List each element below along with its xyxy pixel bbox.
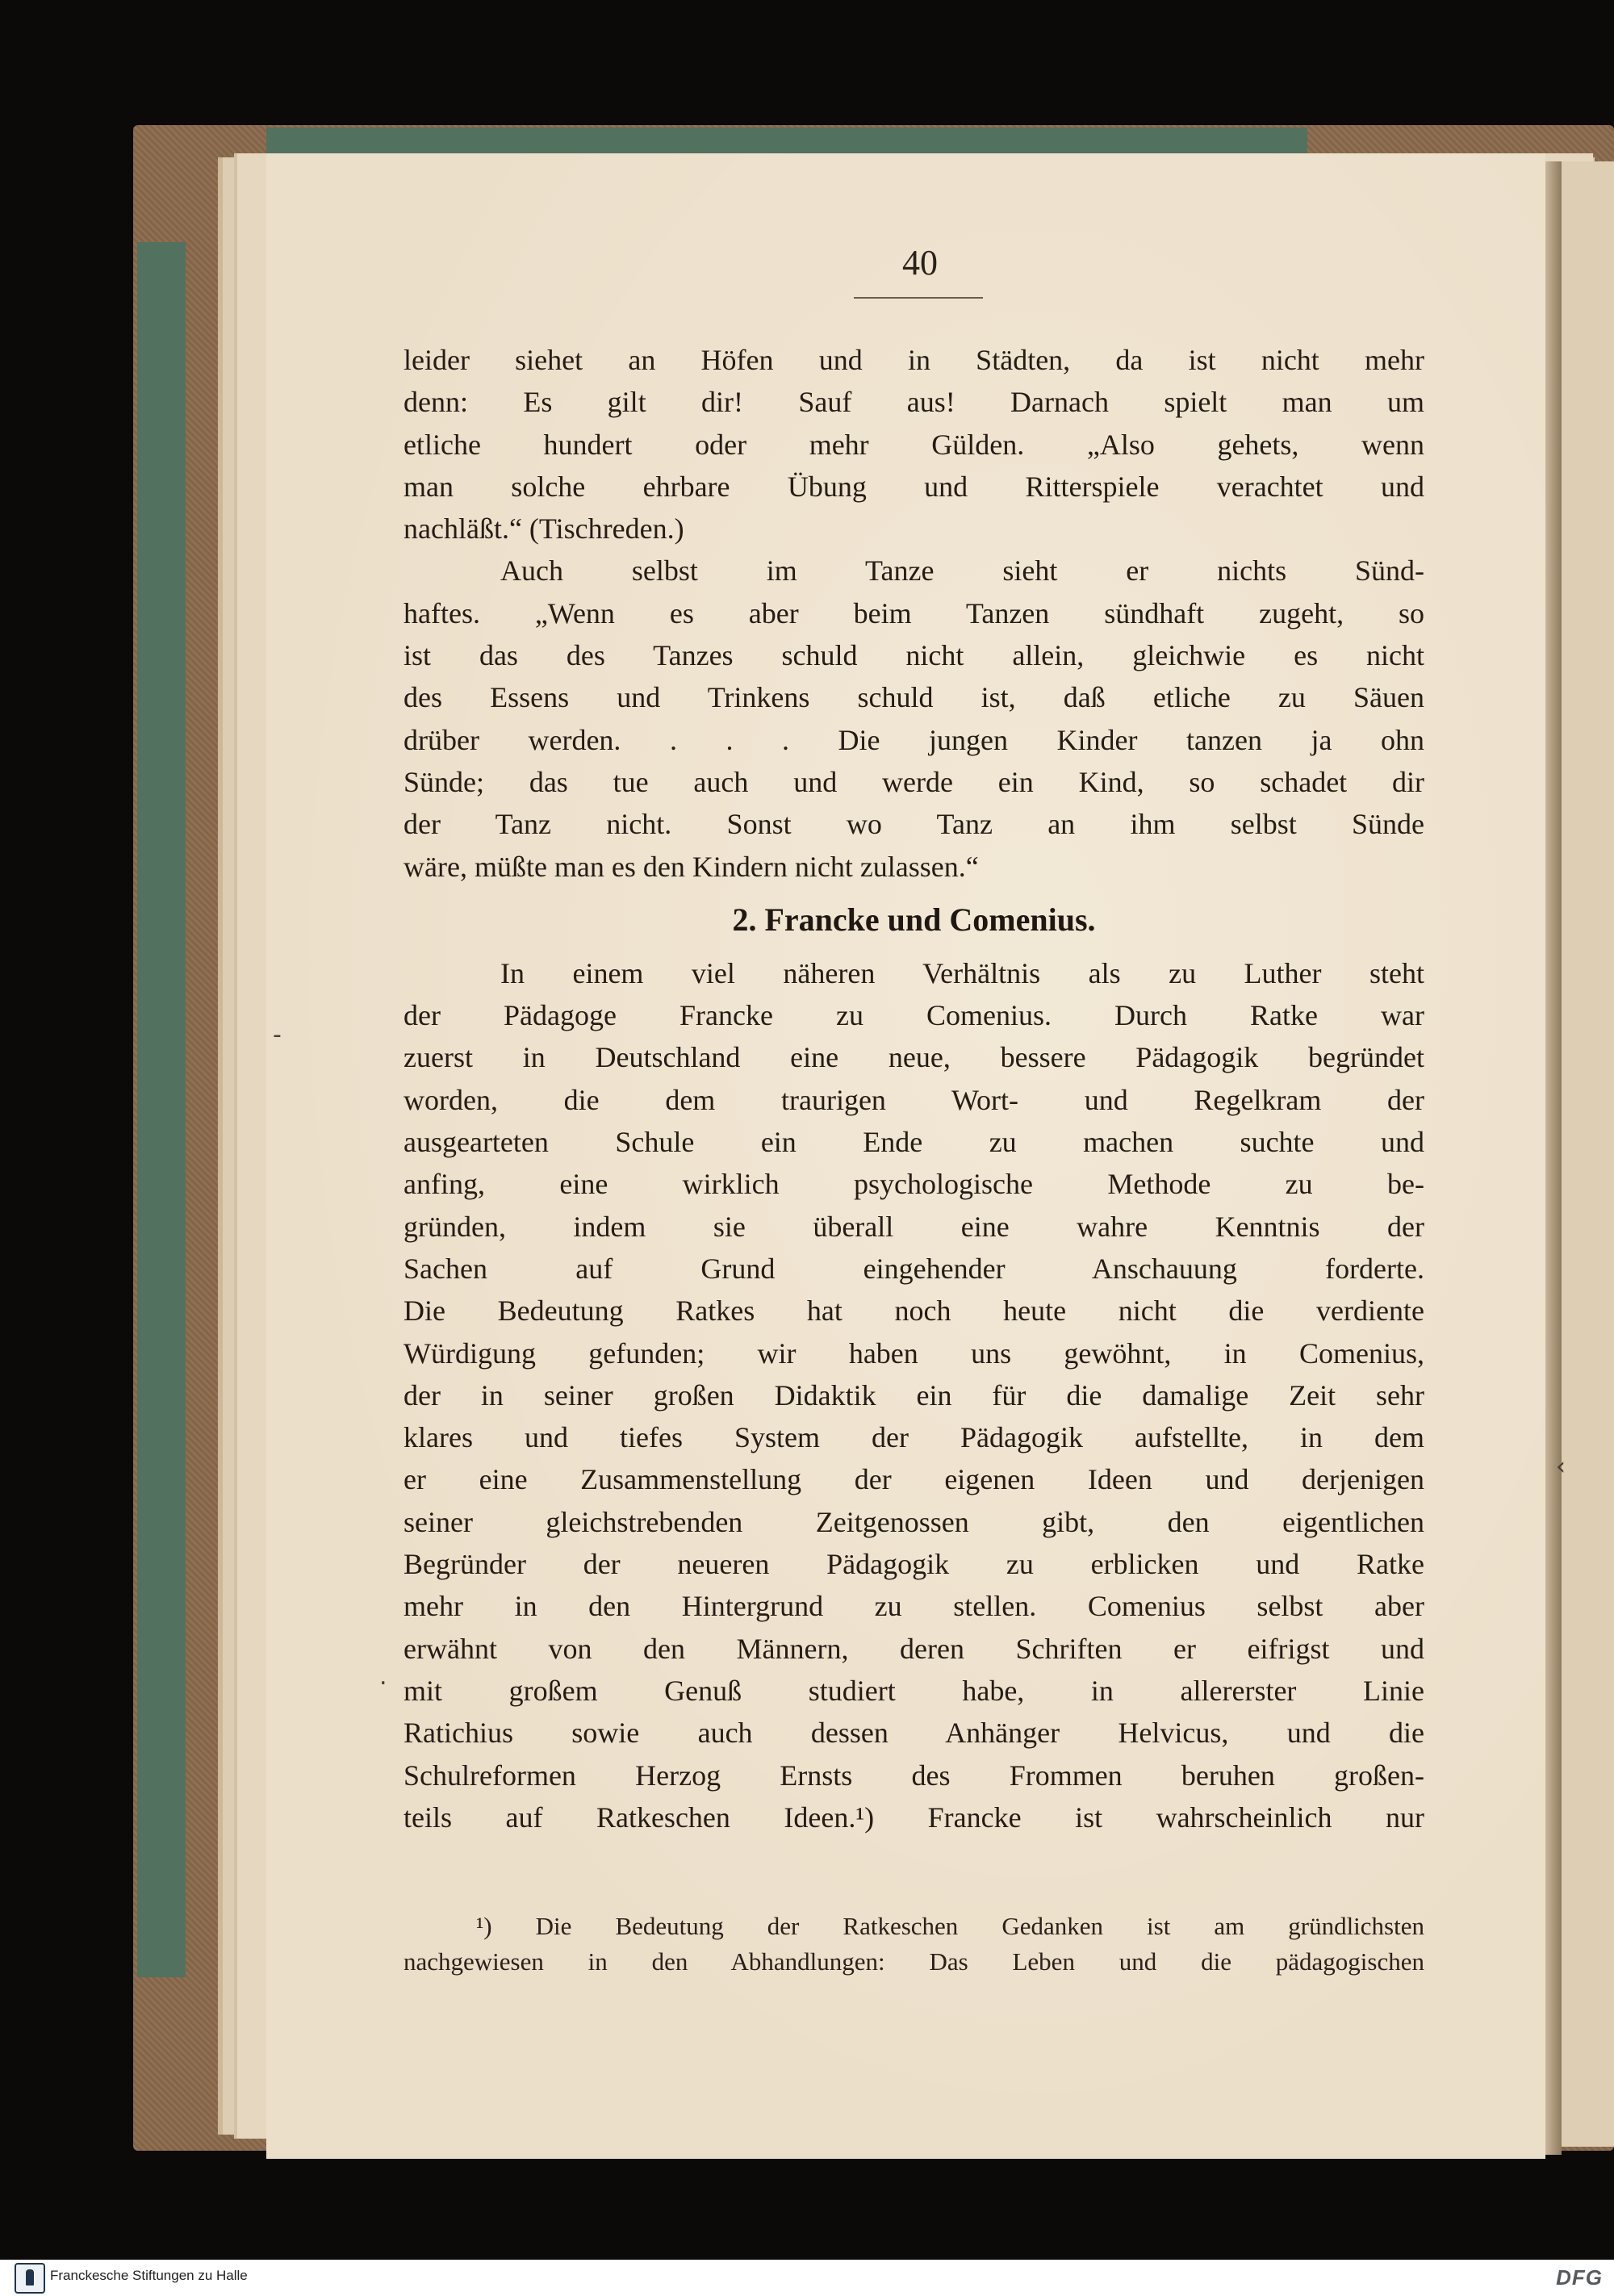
dfg-logo: DFG	[1556, 2265, 1603, 2290]
text-line: Würdigung gefunden; wir haben uns gewöhnt, in Comenius,	[404, 1336, 1424, 1370]
text-line: ausgearteten Schule ein Ende zu machen suchte und	[404, 1126, 1424, 1159]
text-line: Die Bedeutung Ratkes hat noch heute nicht die verdiente	[404, 1294, 1424, 1328]
text-line: zuerst in Deutschland eine neue, bessere Pädagogik begründet	[404, 1041, 1424, 1074]
page-number: 40	[902, 243, 938, 282]
text-line: ist das des Tanzes schuld nicht allein, gleichwie es nicht	[404, 639, 1424, 672]
footnote-line: ¹) Die Bedeutung der Ratkeschen Gedanken ist am gründlichsten	[476, 1912, 1424, 1940]
text-line: des Essens und Trinkens schuld ist, daß etliche zu Säuen	[404, 681, 1424, 714]
footnote	[404, 1909, 1424, 1980]
text-line: der Pädagoge Francke zu Comenius. Durch Ratke war	[404, 999, 1424, 1032]
text-line: drüber werden. . . . Die jungen Kinder tanzen ja ohn	[404, 723, 1424, 756]
text-line: Sünde; das tue auch und werde ein Kind, so schadet dir	[404, 765, 1424, 798]
body-text	[404, 339, 1424, 1838]
text-line: Sachen auf Grund eingehender Anschauung forderte.	[404, 1252, 1424, 1285]
text-line: erwähnt von den Männern, deren Schriften er eifrigst und	[404, 1632, 1424, 1665]
institution-name[interactable]: Franckesche Stiftungen zu Halle	[50, 2268, 248, 2283]
cover-green-strip-top	[266, 128, 1307, 157]
text-line: der Tanz nicht. Sonst wo Tanz an ihm selbst Sünde	[404, 808, 1424, 841]
text-line: man solche ehrbare Übung und Ritterspiele verachtet und	[404, 470, 1424, 503]
text-line: mit großem Genuß studiert habe, in allererster Linie	[404, 1674, 1424, 1707]
text-line: haftes. „Wenn es aber beim Tanzen sündhaft zugeht, so	[404, 596, 1424, 629]
page-number-rule	[854, 297, 983, 299]
pencil-mark: ‹	[1556, 1453, 1566, 1481]
pencil-mark: -	[273, 1021, 282, 1049]
text-line: denn: Es gilt dir! Sauf aus! Darnach spielt man um	[404, 386, 1424, 419]
facing-page-edge	[1562, 161, 1614, 2147]
footnote-line: nachgewiesen in den Abhandlungen: Das Leben und die pädagogischen	[404, 1947, 1424, 1976]
cover-green-strip	[137, 242, 186, 1977]
text-line: klares und tiefes System der Pädagogik aufstellte, in dem	[404, 1421, 1424, 1454]
text-line: anfing, eine wirklich psychologische Methode zu be-	[404, 1168, 1424, 1201]
text-line: In einem viel näheren Verhältnis als zu Luther steht	[500, 956, 1424, 989]
text-line: Schulreformen Herzog Ernsts des Frommen beruhen großen-	[404, 1759, 1424, 1792]
text-line: wäre, müßte man es den Kindern nicht zulassen.“	[404, 850, 979, 883]
section-heading: 2. Francke und Comenius.	[732, 901, 1096, 938]
book-gutter	[1545, 161, 1562, 2155]
text-line: gründen, indem sie überall eine wahre Kenntnis der	[404, 1210, 1424, 1243]
text-line: teils auf Ratkeschen Ideen.¹) Francke ist wahrscheinlich nur	[404, 1800, 1424, 1834]
footnote-rule	[404, 1894, 1424, 1895]
viewer-footer	[0, 2260, 1614, 2296]
text-line: nachläßt.“ (Tischreden.)	[404, 512, 684, 546]
text-line: Begründer der neueren Pädagogik zu erblicken und Ratke	[404, 1548, 1424, 1581]
text-line: er eine Zusammenstellung der eigenen Ideen und derjenigen	[404, 1463, 1424, 1496]
text-line: Auch selbst im Tanze sieht er nichts Sünd-	[500, 554, 1424, 588]
text-line: der in seiner großen Didaktik ein für die damalige Zeit sehr	[404, 1378, 1424, 1411]
text-line: mehr in den Hintergrund zu stellen. Comenius selbst aber	[404, 1590, 1424, 1623]
institution-logo-icon	[15, 2263, 45, 2294]
text-line: etliche hundert oder mehr Gülden. „Also gehets, wenn	[404, 428, 1424, 461]
text-line: seiner gleichstrebenden Zeitgenossen gibt, den eigentlichen	[404, 1505, 1424, 1538]
text-line: leider siehet an Höfen und in Städten, da ist nicht mehr	[404, 344, 1424, 376]
text-line: worden, die dem traurigen Wort- und Regelkram der	[404, 1083, 1424, 1116]
pencil-mark: .	[379, 1662, 387, 1691]
text-line: Ratichius sowie auch dessen Anhänger Helvicus, und die	[404, 1717, 1424, 1750]
